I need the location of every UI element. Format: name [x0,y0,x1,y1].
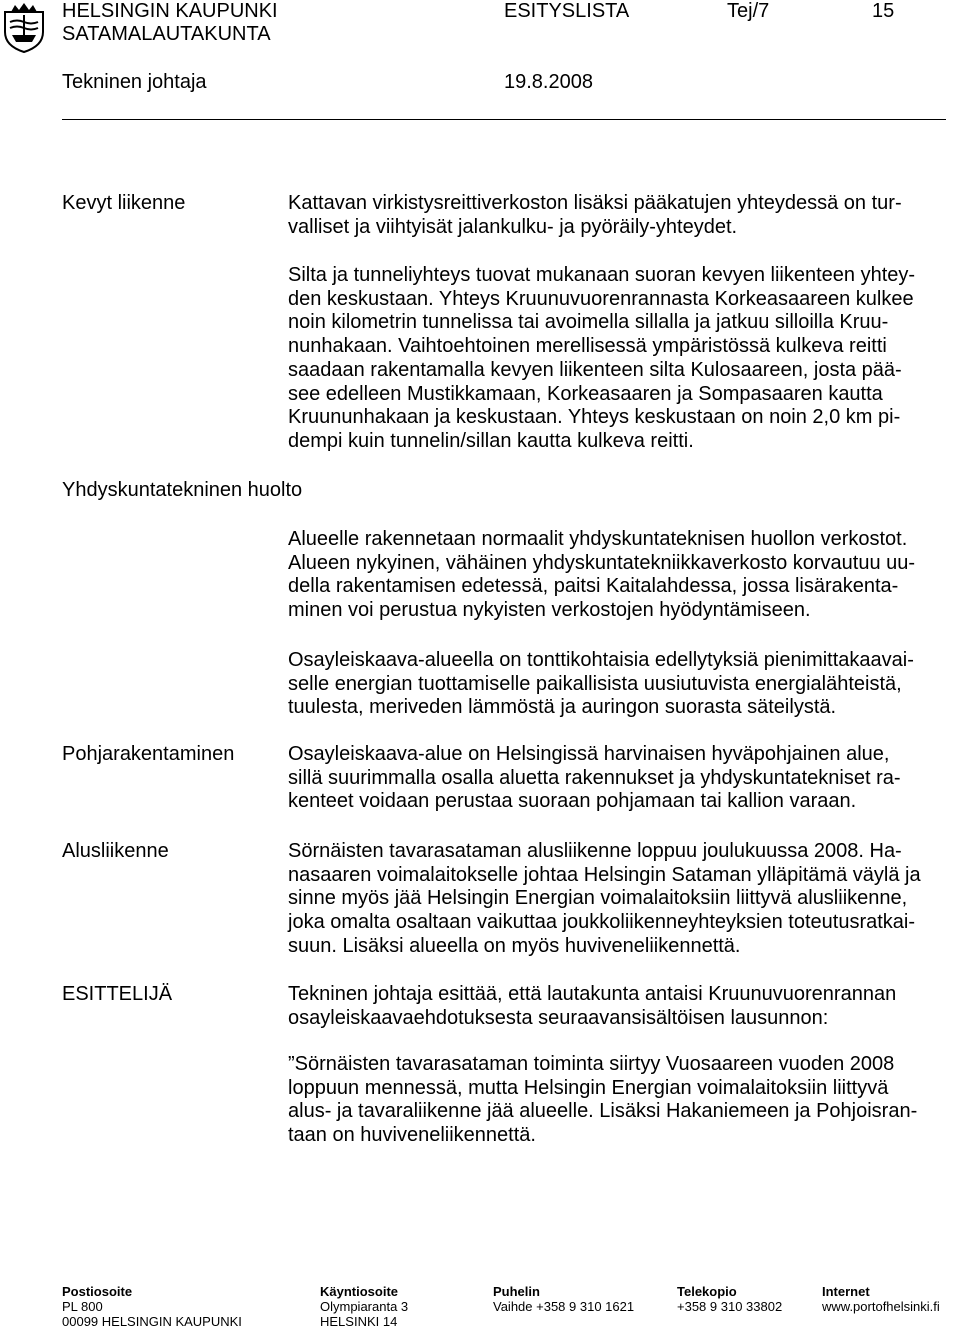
helsinki-crest-logo [2,2,46,54]
section-label-alusliikenne: Alusliikenne [62,840,169,862]
footer-kayntiosoite-title: Käyntiosoite [320,1284,399,1299]
text-line: Kattavan virkistysreittiverkoston lisäksi pääkatujen yhteydessä on tur- [288,192,902,214]
text-line: saadaan rakentamalla kevyen liikenteen silta Kulosaareen, josta pää- [288,358,902,381]
footer-internet-link[interactable]: www.portofhelsinki.fi [822,1299,940,1314]
text-line: nunhakaan. Vaihtoehtoinen merellisessä ympäristössä kulkeva reitti [288,335,887,358]
text-line: minen voi perustua nykyisten verkostojen hyödyntämiseen. [288,599,811,622]
org-name: HELSINGIN KAUPUNKI [62,0,278,22]
text-line: den keskustaan. Yhteys Kruunuvuorenrannasta Korkeasaareen kulkee [288,287,914,310]
text-line: nasaaren voimalaitokselle johtaa Helsingin Sataman ylläpitämä väylä ja [288,863,921,886]
footer-kayntiosoite-line: HELSINKI 14 [320,1314,398,1329]
text-line: sinne myös jää Helsingin Energian voimalaitoksiin liittyvä alusliikenne, [288,887,908,910]
text-line: Alueelle rakennetaan normaalit yhdyskuntateknisen huollon verkostot. [288,528,908,550]
page-number: 15 [872,0,895,22]
paragraph-kevyt-liikenne-1 [288,192,902,239]
text-line: Osayleiskaava-alue on Helsingissä harvinaisen hyväpohjainen alue, [288,743,890,765]
presenter: Tekninen johtaja [62,71,207,93]
text-line: see edelleen Mustikkamaan, Korkeasaaren ja Sompasaaren kautta [288,382,883,405]
paragraph-yhdyskuntatekninen-huolto-2 [288,649,914,720]
paragraph-pohjarakentaminen [288,743,901,814]
footer-puhelin-title: Puhelin [493,1284,540,1299]
paragraph-esittelija-statement [288,1053,917,1148]
text-line: dempi kuin tunnelin/sillan kautta kulkeva reitti. [288,429,694,452]
text-line: Osayleiskaava-alueella on tonttikohtaisia edellytyksiä pienimittakaavai- [288,649,914,671]
paragraph-alusliikenne [288,840,921,959]
header-divider [62,119,946,120]
footer-puhelin-line: Vaihde +358 9 310 1621 [493,1299,635,1314]
footer-postiosoite-title: Postiosoite [62,1284,133,1299]
text-line: della rakentamisen edetessä, paitsi Kaitalahdessa, jossa lisärakenta- [288,575,899,598]
text-line: selle energian tuottamiselle paikallisista uusiutuvista energialähteistä, [288,672,902,695]
section-label-esittelija: ESITTELIJÄ [62,983,173,1005]
text-line: suun. Lisäksi alueella on myös huviveneliikennettä. [288,934,741,957]
text-line: sillä suurimmalla osalla aluetta rakennukset ja yhdyskuntatekniset ra- [288,766,901,789]
footer-postiosoite-line: PL 800 [62,1299,103,1314]
paragraph-yhdyskuntatekninen-huolto-1 [288,528,915,623]
text-line: kenteet voidaan perustaa suoraan pohjamaan tai kallion varaan. [288,790,857,813]
text-line: noin kilometrin tunnelissa tai avoimella sillalla ja jatkuu silloilla Kruu- [288,311,889,334]
doc-reference: Tej/7 [727,0,770,22]
footer-telekopio-title: Telekopio [677,1284,737,1299]
text-line: tuulesta, meriveden lämmöstä ja auringon suorasta säteilystä. [288,696,837,719]
text-line: Tekninen johtaja esittää, että lautakunta antaisi Kruunuvuorenrannan [288,983,897,1005]
text-line: osayleiskaavaehdotuksesta seuraavansisältöisen lausunnon: [288,1006,829,1029]
text-line: valliset ja viihtyisät jalankulku- ja pyöräily-yhteydet. [288,215,738,238]
footer-kayntiosoite-line: Olympiaranta 3 [320,1299,409,1314]
section-label-kevyt-liikenne: Kevyt liikenne [62,192,186,214]
section-label-yhdyskuntatekninen-huolto: Yhdyskuntatekninen huolto [62,479,303,501]
footer-internet-title: Internet [822,1284,870,1299]
paragraph-kevyt-liikenne-2 [288,264,915,454]
text-line: loppuun mennessä, mutta Helsingin Energian voimalaitoksiin liittyvä [288,1076,889,1099]
meeting-date: 19.8.2008 [504,71,593,93]
text-line: Sörnäisten tavarasataman alusliikenne loppuu joulukuussa 2008. Ha- [288,840,902,862]
text-line: joka omalta osaltaan vaikuttaa joukkoliikenneyhteyksien toteutusratkai- [288,911,916,934]
text-line: Kruununhakaan ja keskustaan. Yhteys keskustaan on noin 2,0 km pi- [288,406,901,429]
text-line: taan on huviveneliikennettä. [288,1124,536,1147]
board-name: SATAMALAUTAKUNTA [62,23,271,45]
text-line: Alueen nykyinen, vähäinen yhdyskuntatekniikkaverkosto korvautuu uu- [288,551,916,574]
paragraph-esittelija-1 [288,983,896,1030]
text-line: Silta ja tunneliyhteys tuovat mukanaan suoran kevyen liikenteen yhtey- [288,264,916,286]
text-line: ”Sörnäisten tavarasataman toiminta siirtyy Vuosaareen vuoden 2008 [288,1053,895,1075]
section-label-pohjarakentaminen: Pohjarakentaminen [62,743,235,765]
footer-telekopio-line: +358 9 310 33802 [677,1299,783,1314]
doc-type: ESITYSLISTA [504,0,630,22]
footer-postiosoite-line: 00099 HELSINGIN KAUPUNKI [62,1314,242,1329]
text-line: alus- ja tavaraliikenne jää alueelle. Lisäksi Hakaniemeen ja Pohjoisran- [288,1100,918,1123]
